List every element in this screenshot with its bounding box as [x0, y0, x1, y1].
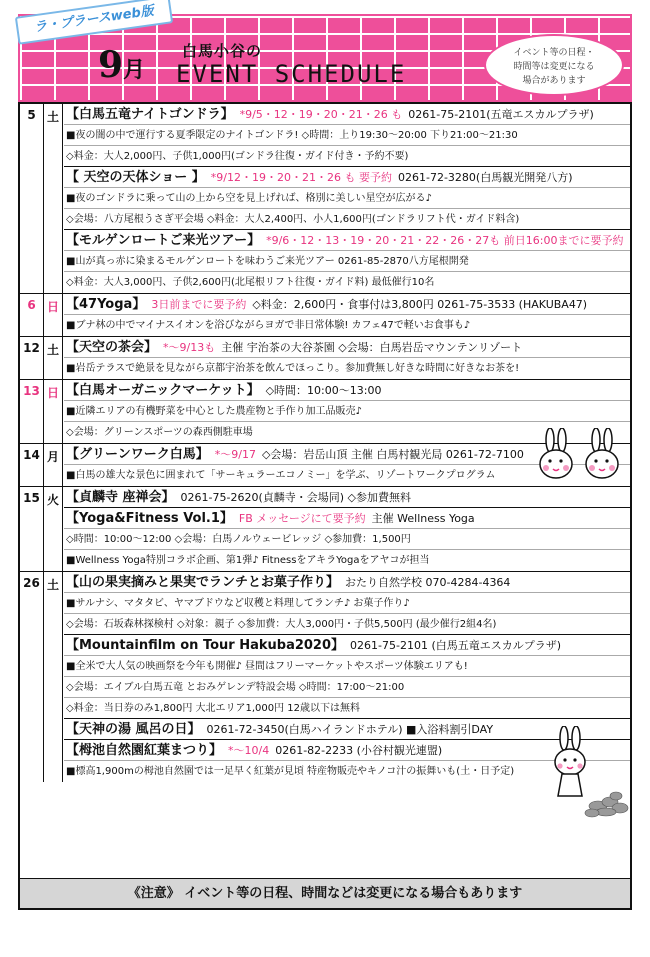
- event-detail-line: ■ブナ林の中でマイナスイオンを浴びながらヨガで非日常体験! カフェ47で軽いお食事も♪: [66, 320, 471, 331]
- event-dates: *～9/13も: [163, 341, 216, 354]
- event-detail-line: ■標高1,900mの栂池自然園では一足早く紅葉が見頃 特産物販売やキノコ汁の振舞いも(土・日予定): [66, 766, 515, 777]
- event-detail-line: ■近隣エリアの有機野菜を中心とした農産物と手作り加工品販売♪: [64, 401, 630, 422]
- event-title: 【貞麟寺 座禅会】: [66, 490, 175, 505]
- date-cell: 26: [20, 572, 44, 782]
- event-dates: *～10/4: [228, 744, 270, 757]
- date-cell: 6: [20, 294, 44, 336]
- event-dates: *9/6・12・13・19・20・21・22・26・27も 前日16:00までに要予約: [266, 234, 624, 247]
- date-cell: 13: [20, 380, 44, 443]
- event-heading-line: [64, 337, 630, 358]
- event-title: 【モルゲンロートご来光ツアー】: [66, 233, 261, 248]
- event-info: 0261-82-2233 (小谷村観光連盟): [275, 744, 443, 757]
- event-heading-line: [64, 230, 630, 251]
- title-block: [98, 40, 468, 96]
- event-detail-line: ◇会場：八方尾根うさぎ平会場 ◇料金：大人2,400円、小人1,600円(ゴンドラリフト代・ガイド料含): [64, 209, 630, 230]
- event-info: 主催 宇治茶の大谷茶園 ◇会場：白馬岩岳マウンテンリゾート: [221, 341, 523, 354]
- event-info: ◇料金：2,600円・食事付は3,800円 0261-75-3533 (HAKUBA47): [252, 298, 588, 311]
- event-detail-line: ◇会場：グリーンスポーツの森西側駐車場: [66, 427, 253, 438]
- title-month: [98, 44, 145, 86]
- event-dates: *9/12・19・20・21・26 も 要予約: [210, 171, 392, 184]
- event-detail-line: ◇時間：10:00～12:00 ◇会場：白馬ノルウェービレッジ ◇参加費：1,500円: [64, 529, 630, 550]
- weekday-cell: 日: [44, 380, 63, 443]
- event-title: 【栂池自然園紅葉まつり】: [66, 743, 223, 758]
- event-detail-line: ■Wellness Yoga特別コラボ企画、第1弾♪ FitnessをアキラYogaをアヤコが担当: [66, 555, 430, 566]
- event-content: [64, 337, 630, 379]
- event-title: 【47Yoga】: [66, 297, 146, 312]
- date-cell: 12: [20, 337, 44, 379]
- event-dates: *～9/17: [214, 448, 256, 461]
- event-title: 【白馬五竜ナイトゴンドラ】: [66, 107, 234, 122]
- event-title: 【Yoga&Fitness Vol.1】: [66, 511, 233, 526]
- event-title: 【天神の湯 風呂の日】: [66, 722, 201, 737]
- weekday-cell: 土: [44, 104, 63, 293]
- event-detail-line: ◇料金：当日券のみ1,800円 大北エリア1,000円 12歳以下は無料: [64, 698, 630, 719]
- event-detail-line: ■山が真っ赤に染まるモルゲンロートを味わうご来光ツアー 0261-85-2870八方尾根開発: [64, 251, 630, 272]
- footer-note: 《注意》 イベント等の日程、時間などは変更になる場合もあります: [20, 878, 630, 908]
- event-title: 【天空の茶会】: [66, 340, 158, 355]
- page-title: EVENT SCHEDULE: [176, 60, 407, 88]
- event-heading-line: [64, 740, 630, 761]
- date-cell: 14: [20, 444, 44, 486]
- event-title: 【山の果実摘みと果実でランチとお菓子作り】: [66, 575, 340, 590]
- event-info: 主催 Wellness Yoga: [371, 512, 475, 525]
- date-cell: 15: [20, 487, 44, 571]
- event-heading-line: [64, 635, 630, 656]
- event-day-row: [20, 293, 630, 336]
- weekday-cell: 土: [44, 572, 63, 782]
- bunny-pair-illustration: [536, 428, 628, 486]
- event-detail-line: ◇料金：大人2,000円、子供1,000円(ゴンドラ往復・ガイド付き・予約不要): [64, 146, 630, 167]
- event-info: おたり自然学校 070-4284-4364: [345, 576, 511, 589]
- event-title: 【白馬オーガニックマーケット】: [66, 383, 260, 398]
- header: [18, 3, 632, 102]
- event-heading-line: [64, 294, 630, 315]
- event-title: 【グリーンワーク白馬】: [66, 447, 209, 462]
- event-dates: *9/5・12・19・20・21・26 も: [239, 108, 403, 121]
- event-title: 【 天空の天体ショー 】: [66, 170, 205, 185]
- event-detail-line: ■白馬の雄大な景色に囲まれて「サーキュラーエコノミー」を学ぶ、リゾートワークプログラム: [66, 470, 496, 481]
- month-kanji: 月: [123, 57, 146, 83]
- web-edition-badge: ラ・プラースweb版: [15, 0, 173, 45]
- event-detail-line: ◇会場：石坂森林探検村 ◇対象：親子 ◇参加費：大人3,000円・子供5,500円 (最少催行2組4名): [64, 614, 630, 635]
- weekday-cell: 土: [44, 337, 63, 379]
- event-heading-line: [64, 572, 630, 593]
- event-heading-line: [64, 508, 630, 529]
- event-content: [64, 487, 630, 571]
- bunny-hiker-illustration: [548, 726, 630, 818]
- event-detail-line: ◇会場：エイブル白馬五竜 とおみゲレンデ特設会場 ◇時間：17:00～21:00: [64, 677, 630, 698]
- event-content: [64, 294, 630, 336]
- event-info: 0261-75-2101 (白馬五竜エスカルプラザ): [350, 639, 562, 652]
- month-number: 9: [98, 44, 124, 86]
- event-content: [64, 104, 630, 293]
- event-detail-line: ■サルナシ、マタタビ、ヤマブドウなど収穫と料理してランチ♪ お菓子作り♪: [64, 593, 630, 614]
- event-detail-line: ■夜の闇の中で運行する夏季限定のナイトゴンドラ! ◇時間：上り19:30～20:00 下り21:00～21:30: [64, 125, 630, 146]
- event-day-row: [20, 571, 630, 782]
- event-dates: FB メッセージにて要予約: [238, 512, 366, 525]
- date-cell: 5: [20, 104, 44, 293]
- event-day-row: [20, 104, 630, 293]
- event-day-row: [20, 336, 630, 379]
- weekday-cell: 日: [44, 294, 63, 336]
- event-title: 【Mountainfilm on Tour Hakuba2020】: [66, 638, 345, 653]
- event-info: ◇会場：岩岳山頂 主催 白馬村観光局 0261-72-7100: [261, 448, 524, 461]
- event-info: 0261-72-3450(白馬ハイランドホテル) ■入浴料割引DAY: [206, 723, 494, 736]
- weekday-cell: 月: [44, 444, 63, 486]
- notice-line: イベント等の日程・: [513, 48, 595, 58]
- event-info: 0261-75-2101(五竜エスカルプラザ): [408, 108, 594, 121]
- weekday-cell: 火: [44, 487, 63, 571]
- event-schedule-table: [18, 102, 632, 910]
- notice-line: 場合があります: [522, 76, 586, 86]
- event-heading-line: [64, 167, 630, 188]
- event-detail-line: ■岩岳テラスで絶景を見ながら京都宇治茶を飲んでほっこり。参加費無し好きな時間に好きなお茶を!: [66, 363, 520, 374]
- event-heading-line: [64, 104, 630, 125]
- event-dates: 3日前までに要予約: [151, 298, 247, 311]
- title-place: 白馬小谷の: [182, 42, 263, 60]
- event-content: [64, 572, 630, 782]
- event-heading-line: [64, 487, 630, 508]
- event-heading-line: [64, 719, 630, 740]
- notice-line: 時間等は変更になる: [513, 62, 595, 72]
- event-detail-line: ◇料金：大人3,000円、子供2,600円(北尾根リフト往復・ガイド料) 最低催行10名: [66, 277, 435, 288]
- event-info: ◇時間：10:00～13:00: [265, 384, 382, 397]
- event-heading-line: [64, 380, 630, 401]
- notice-oval: [484, 34, 624, 96]
- event-info: 0261-72-3280(白馬観光開発八方): [397, 171, 573, 184]
- event-detail-line: ■全米で大人気の映画祭を今年も開催♪ 昼間はフリーマーケットやスポーツ体験エリアも!: [64, 656, 630, 677]
- event-info: 0261-75-2620(貞麟寺・会場同) ◇参加費無料: [180, 491, 411, 504]
- event-detail-line: ■夜のゴンドラに乗って山の上から空を見上げれば、格別に美しい星空が広がる♪: [64, 188, 630, 209]
- event-day-row: [20, 486, 630, 571]
